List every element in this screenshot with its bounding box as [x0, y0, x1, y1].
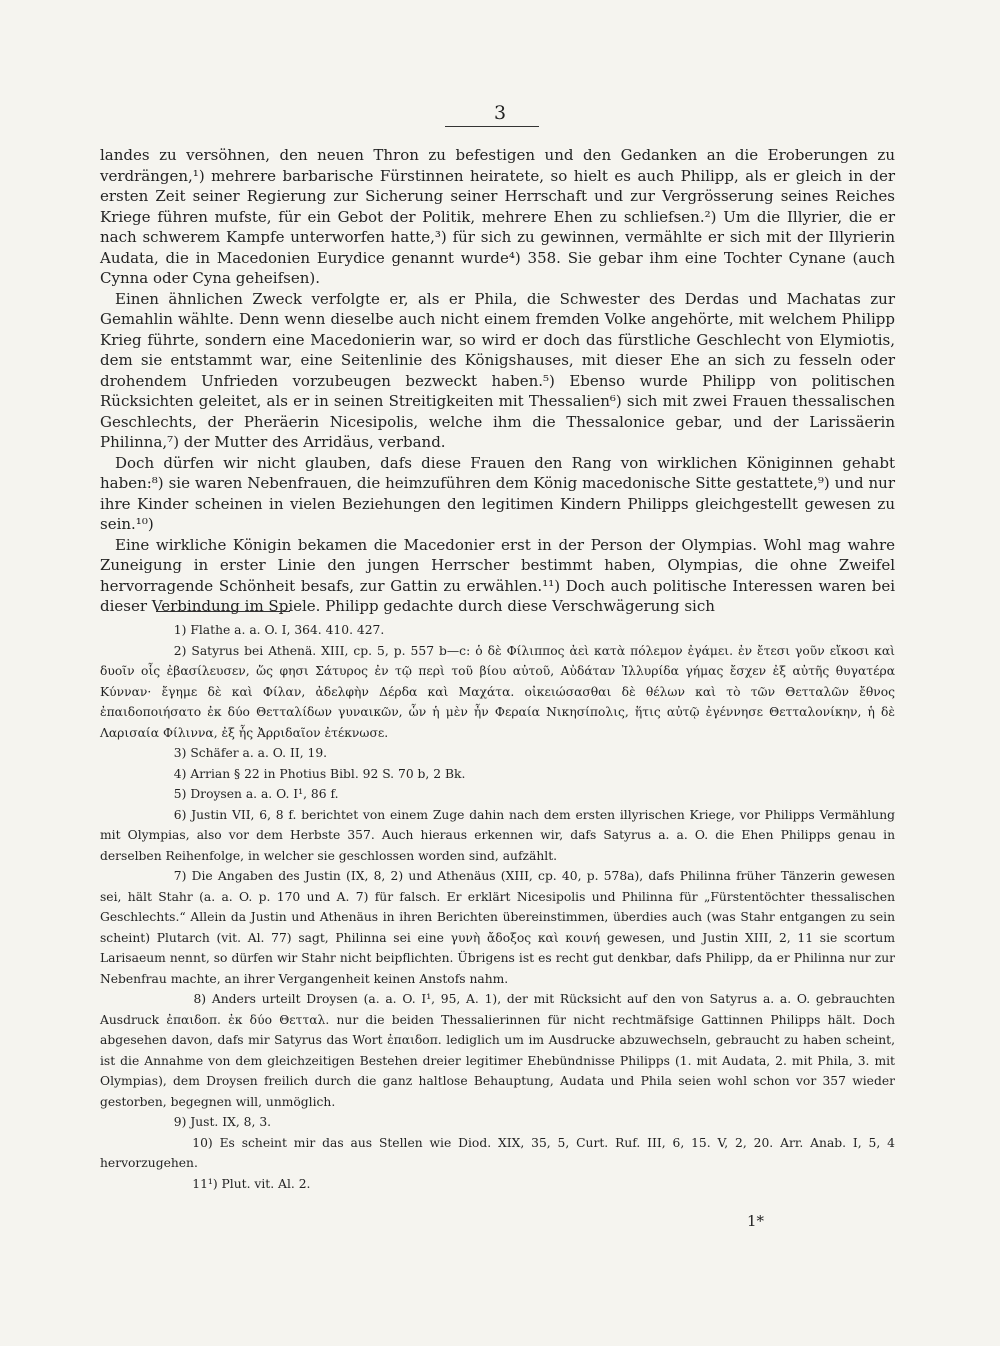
- main-text: [100, 145, 895, 617]
- footnote: 7) Die Angaben des Justin (IX, 8, 2) und Athenäus (XIII, cp. 40, p. 578a), dafs Philinna früher Tänzerin gewesen sei, hält Stahr (a. a. O. p. 170 und A. 7) für falsch. Er erklärt Nicesipolis und Philinna für „Fürstentöchter thessalischen Geschlechts.“ Allein da Justin und Athenäus in ihren Berichten übereinstimmen, überdies auch (was Stahr entgangen zu sein scheint) Plutarch (vit. Al. 77) sagt, Philinna sei eine γυνὴ ἄδοξος καὶ κοινή gewesen, und Justin XIII, 2, 11 sie scortum Larisaeum nennt, so dürfen wir Stahr nicht beipflichten. Übrigens ist es recht gut denkbar, dafs Philipp, da er Philinna nur zur Nebenfrau machte, an ihrer Vergangenheit keinen Anstofs nahm.: [100, 869, 895, 986]
- paragraph: Einen ähnlichen Zweck verfolgte er, als er Phila, die Schwester des Derdas und Machatas zur Gemahlin wählte. Denn wenn dieselbe auch nicht einem fremden Volke angehörte, mit welchem Philipp Krieg führte, sondern eine Macedonierin war, so wird er doch das fürstliche Geschlecht von Elymiotis, dem sie entstammt war, eine Seitenlinie des Königshauses, mit dieser Ehe an sich zu fesseln oder drohendem Unfrieden vorzubeugen bezweckt haben.⁵) Ebenso wurde Philipp von politischen Rücksichten geleitet, als er in seinen Streitigkeiten mit Thessalien⁶) sich mit zwei Frauen thessalischen Geschlechts, der Pheräerin Nicesipolis, welche ihm die Thessalonice gebar, und der Larissäerin Philinna,⁷) der Mutter des Arridäus, verband.: [100, 289, 895, 451]
- paragraph: Doch dürfen wir nicht glauben, dafs diese Frauen den Rang von wirklichen Königinnen gehabt haben:⁸) sie waren Nebenfrauen, die heimzuführen dem König macedonische Sitte gestattete,⁹) und nur ihre Kinder scheinen in vielen Beziehungen den legitimen Kindern Philipps gleichgestellt gewesen zu sein.¹⁰): [100, 453, 895, 533]
- footnote: 3) Schäfer a. a. O. II, 19.: [173, 746, 328, 760]
- footnote: 1) Flathe a. a. O. I, 364. 410. 427.: [173, 623, 385, 637]
- page-number-rule: [445, 126, 539, 127]
- page-number: 3: [493, 102, 507, 124]
- footnote: 5) Droysen a. a. O. I¹, 86 f.: [173, 787, 339, 801]
- footnote: 8) Anders urteilt Droysen (a. a. O. I¹, 95, A. 1), der mit Rücksicht auf den von Satyrus a. a. O. gebrauchten Ausdruck ἐπαιδοπ. ἐκ δύο Θετταλ. nur die beiden Thessalierinnen für nicht rechtmäfsige Gattinnen Philipps hält. Doch abgesehen davon, dafs mir Satyrus das Wort ἐπαιδοπ. lediglich um im Ausdrucke abzuwechseln, gebraucht zu haben scheint, ist die Annahme von dem gleichzeitigen Bestehen dreier legitimer Ehebündnisse Philipps (1. mit Audata, 2. mit Phila, 3. mit Olympias), dem Droysen freilich durch die ganz haltlose Behauptung, Audata und Phila seien wohl schon vor 357 wieder gestorben, begegnen will, unmöglich.: [100, 992, 895, 1109]
- footnote: 11¹) Plut. vit. Al. 2.: [192, 1176, 311, 1191]
- signature-mark: 1*: [747, 1212, 765, 1230]
- footnotes: [100, 620, 895, 1194]
- paragraph: Eine wirkliche Königin bekamen die Macedonier erst in der Person der Olympias. Wohl mag wahre Zuneigung in erster Linie den jungen Herrscher bestimmt haben, Olympias, die ohne Zweifel hervorragende Schönheit besafs, zur Gattin zu erwählen.¹¹) Doch auch politische Interessen waren bei dieser Verbindung im Spiele. Philipp gedachte durch diese Verschwägerung sich: [100, 535, 895, 615]
- paragraph: landes zu versöhnen, den neuen Thron zu befestigen und den Gedanken an die Eroberungen zu verdrängen,¹) mehrere barbarische Fürstinnen heiratete, so hielt es auch Philipp, als er gleich in der ersten Zeit seiner Regierung zur Sicherung seiner Herrschaft und zur Vergrösserung seines Reiches Kriege führen mufste, für ein Gebot der Politik, mehrere Ehen zu schliefsen.²) Um die Illyrier, die er nach schwerem Kampfe unterworfen hatte,³) für sich zu gewinnen, vermählte er sich mit der Illyrierin Audata, die in Macedonien Eurydice genannt wurde⁴) 358. Sie gebar ihm eine Tochter Cynane (auch Cynna oder Cyna geheifsen).: [100, 146, 895, 287]
- footnote-rule: [156, 611, 290, 612]
- footnote: 2) Satyrus bei Athenä. XIII, cp. 5, p. 557 b—c: ὁ δὲ Φίλιππος ἀεὶ κατὰ πόλεμον ἐγάμει. ἐν ἔτεσι γοῦν εἴκοσι καὶ δυοῖν οἷς ἐβασίλευσεν, ὥς φησι Σάτυρος ἐν τῷ περὶ τοῦ βίου αὐτοῦ, Αὐδάταν Ἰλλυρίδα γήμας ἔσχεν ἐξ αὐτῆς θυγατέρα Κύνναν· ἔγημε δὲ καὶ Φίλαν, ἀδελφὴν Δέρδα καὶ Μαχάτα. οἰκειώσασθαι δὲ θέλων καὶ τὸ τῶν Θετταλῶν ἔθνος ἐπαιδοποιήσατο ἐκ δύο Θετταλίδων γυναικῶν, ὧν ἡ μὲν ἦν Φεραία Νικησίπολις, ἥτις αὐτῷ ἐγέννησε Θετταλονίκην, ἡ δὲ Λαρισαία Φίλιννα, ἐξ ἧς Ἀρριδαῖον ἐτέκνωσε.: [100, 643, 895, 740]
- footnote: 9) Just. IX, 8, 3.: [173, 1115, 272, 1129]
- footnote: 6) Justin VII, 6, 8 f. berichtet von einem Zuge dahin nach dem ersten illyrischen Kriege, vor Philipps Vermählung mit Olympias, also vor dem Herbste 357. Auch hieraus erkennen wir, dafs Satyrus a. a. O. die Ehen Philipps genau in derselben Reihenfolge, in welcher sie geschlossen worden sind, aufzählt.: [100, 807, 895, 863]
- footnote: 10) Es scheint mir das aus Stellen wie Diod. XIX, 35, 5, Curt. Ruf. III, 6, 15. V, 2, 20. Arr. Anab. I, 5, 4 hervorzugehen.: [100, 1135, 895, 1170]
- footnote: 4) Arrian § 22 in Photius Bibl. 92 S. 70 b, 2 Bk.: [173, 766, 466, 781]
